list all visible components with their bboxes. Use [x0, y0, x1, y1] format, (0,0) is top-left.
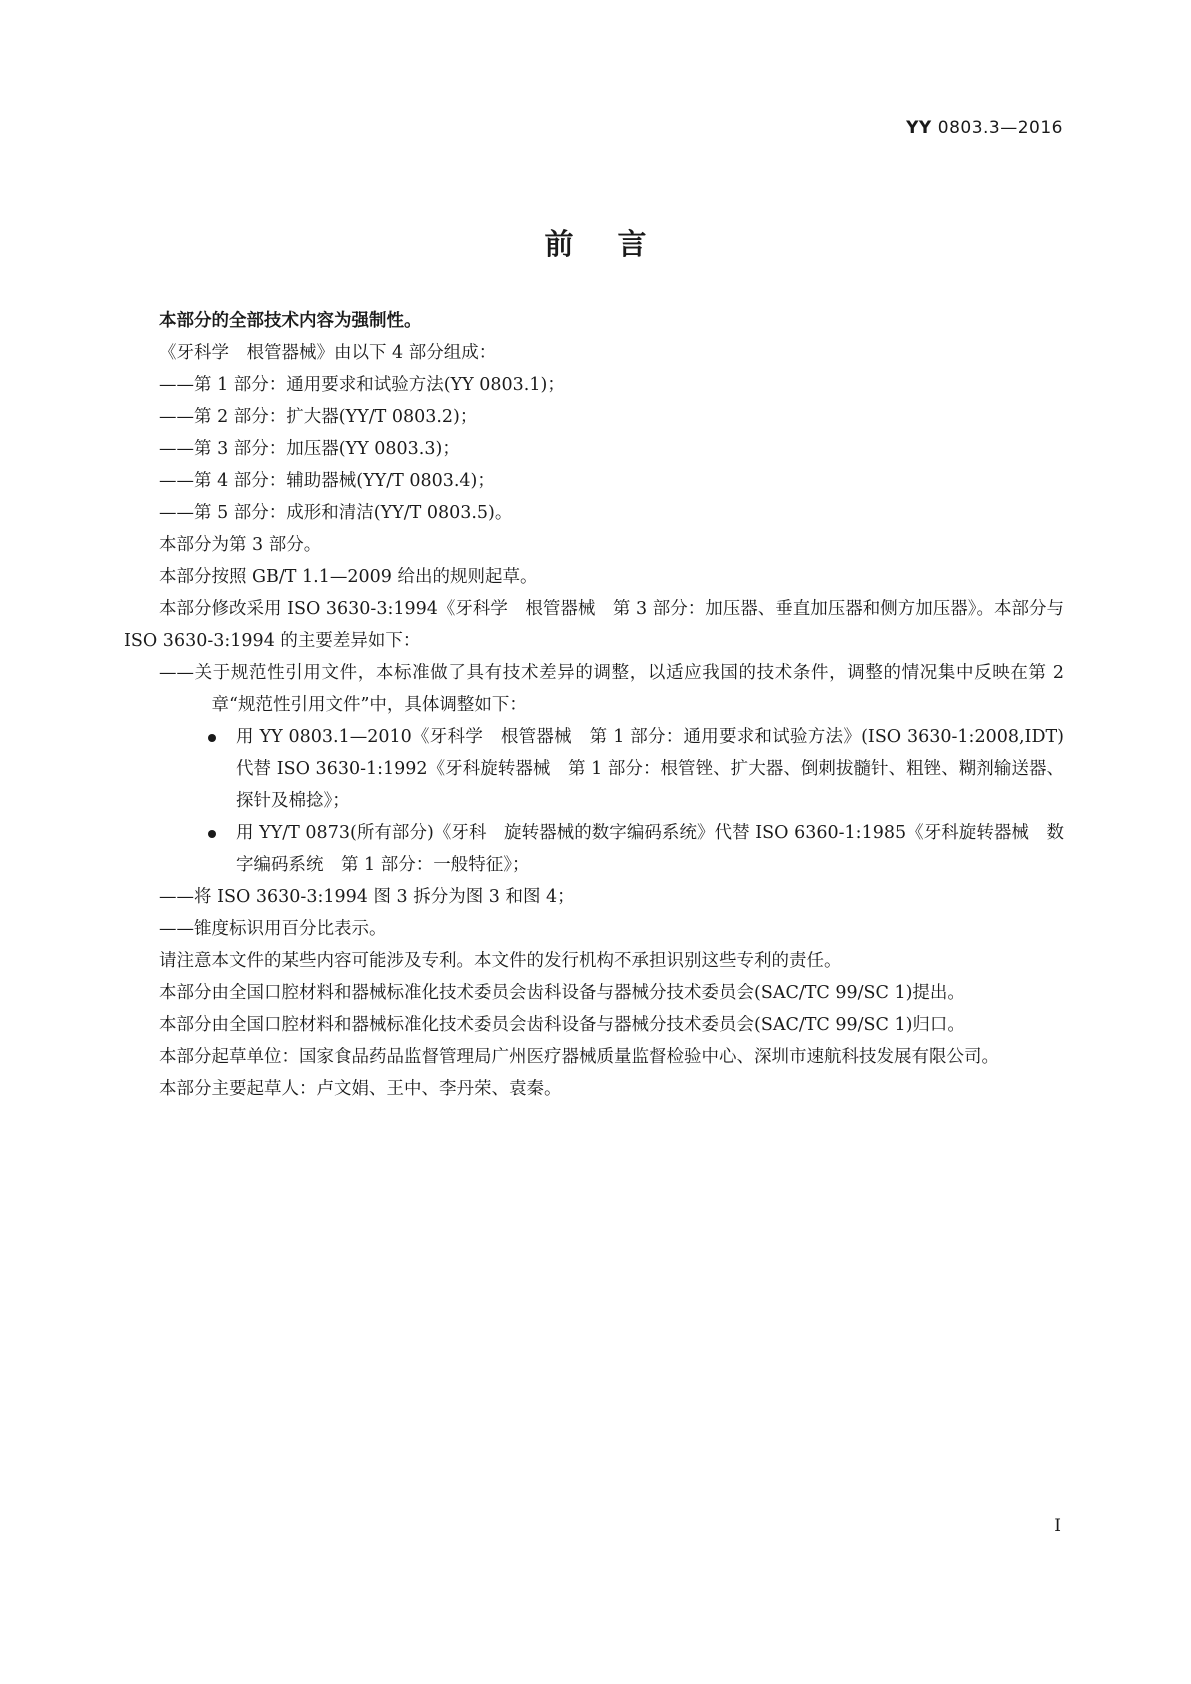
paragraph-managed-by: 本部分由全国口腔材料和器械标准化技术委员会齿科设备与器械分技术委员会(SAC/TC 99/SC 1)归口。 [159, 1015, 965, 1035]
list-item-figure-split: ——将 ISO 3630-3:1994 图 3 拆分为图 3 和图 4； [159, 887, 575, 907]
paragraph-parts-intro: 《牙科学 根管器械》由以下 4 部分组成： [159, 343, 497, 363]
list-item-part-3: ——第 3 部分：加压器(YY 0803.3)； [159, 439, 460, 459]
paragraph-drafting-rules: 本部分按照 GB/T 1.1—2009 给出的规则起草。 [159, 567, 538, 587]
standard-number [906, 118, 1063, 138]
page-number: I [1054, 1516, 1061, 1536]
list-item-part-5: ——第 5 部分：成形和清洁(YY/T 0803.5)。 [159, 503, 513, 523]
bullet-item-1 [124, 721, 1064, 817]
list-item-part-2: ——第 2 部分：扩大器(YY/T 0803.2)； [159, 407, 478, 427]
paragraph-patent: 请注意本文件的某些内容可能涉及专利。本文件的发行机构不承担识别这些专利的责任。 [159, 951, 842, 971]
standard-code: YY [906, 118, 932, 138]
bullet-dot-icon [208, 830, 216, 838]
paragraph-drafters: 本部分主要起草人：卢文娟、王中、李丹荣、袁秦。 [159, 1079, 562, 1099]
bullet-item-2 [124, 817, 1064, 881]
paragraph-adoption: 本部分修改采用 ISO 3630-3:1994《牙科学 根管器械 第 3 部分：加压器、垂直加压器和侧方加压器》。本部分与 ISO 3630-3:1994 的主要差异如下： [124, 599, 1064, 651]
bullet-text-1: 用 YY 0803.1—2010《牙科学 根管器械 第 1 部分：通用要求和试验方法》(ISO 3630-1:2008,IDT)代替 ISO 3630-1:1992《牙科旋转器械 第 1 部分：根管锉、扩大器、倒刺拔髓针、粗锉、糊剂输送器、探针及棉捻》； [236, 727, 1064, 811]
list-item-taper: ——锥度标识用百分比表示。 [159, 919, 387, 939]
bullet-text-2: 用 YY/T 0873(所有部分)《牙科 旋转器械的数字编码系统》代替 ISO 6360-1:1985《牙科旋转器械 数字编码系统 第 1 部分：一般特征》； [236, 823, 1064, 875]
foreword-body [124, 305, 1064, 1105]
paragraph-mandatory: 本部分的全部技术内容为强制性。 [159, 311, 422, 331]
page-title: 前言 [544, 227, 691, 261]
bullet-dot-icon [208, 734, 216, 742]
standard-number-value: 0803.3—2016 [937, 118, 1063, 138]
list-item-normative-refs: ——关于规范性引用文件，本标准做了具有技术差异的调整，以适应我国的技术条件，调整的情况集中反映在第 2 章“规范性引用文件”中，具体调整如下： [159, 663, 1064, 715]
list-item-part-1: ——第 1 部分：通用要求和试验方法(YY 0803.1)； [159, 375, 565, 395]
list-item-part-4: ——第 4 部分：辅助器械(YY/T 0803.4)； [159, 471, 495, 491]
paragraph-this-part: 本部分为第 3 部分。 [159, 535, 322, 555]
paragraph-drafting-units: 本部分起草单位：国家食品药品监督管理局广州医疗器械质量监督检验中心、深圳市速航科技发展有限公司。 [159, 1047, 999, 1067]
paragraph-proposed-by: 本部分由全国口腔材料和器械标准化技术委员会齿科设备与器械分技术委员会(SAC/TC 99/SC 1)提出。 [159, 983, 965, 1003]
